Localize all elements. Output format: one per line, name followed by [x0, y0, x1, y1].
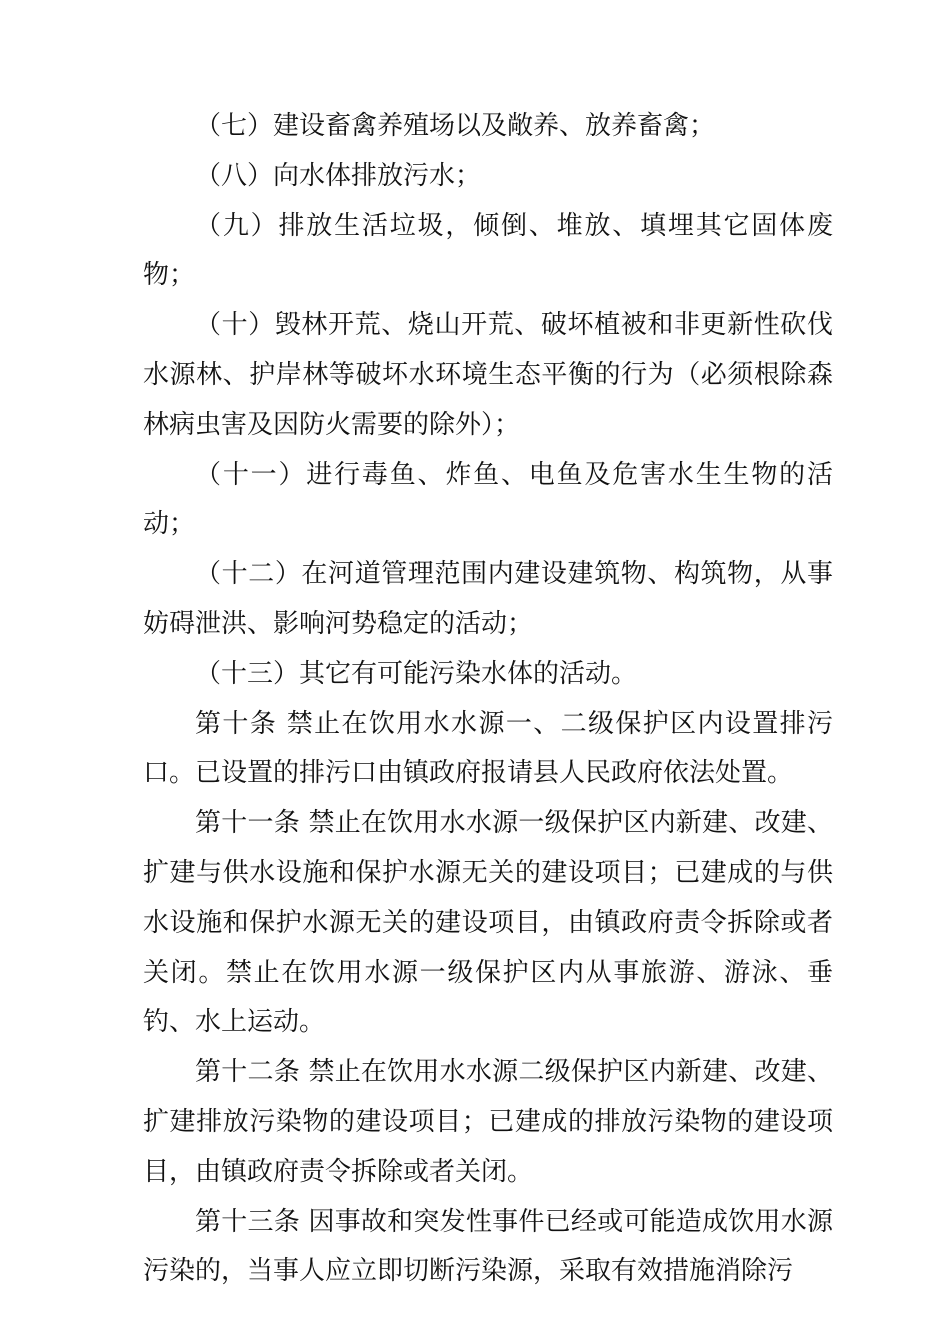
- document-body: [143, 102, 833, 1297]
- article-10: 第十条 禁止在饮用水水源一、二级保护区内设置排污口。已设置的排污口由镇政府报请县人民政府依法处置。: [143, 708, 833, 789]
- article-11: 第十一条 禁止在饮用水水源一级保护区内新建、改建、扩建与供水设施和保护水源无关的建设项目；已建成的与供水设施和保护水源无关的建设项目，由镇政府责令拆除或者关闭。禁止在饮用水源一级保护区内从事旅游、游泳、垂钓、水上运动。: [143, 808, 833, 1038]
- paragraph-item-7: （七）建设畜禽养殖场以及敞养、放养畜禽；: [195, 111, 716, 141]
- paragraph-item-9: （九）排放生活垃圾，倾倒、堆放、填埋其它固体废物；: [143, 210, 833, 291]
- paragraph-item-11: （十一）进行毒鱼、炸鱼、电鱼及危害水生生物的活动；: [143, 459, 833, 540]
- paragraph-item-8: （八）向水体排放污水；: [195, 160, 482, 191]
- article-13: 第十三条 因事故和突发性事件已经或可能造成饮用水源污染的，当事人应立即切断污染源，采取有效措施消除污: [143, 1206, 833, 1287]
- paragraph-item-10: （十）毁林开荒、烧山开荒、破坏植被和非更新性砍伐水源林、护岸林等破坏水环境生态平衡的行为（必须根除森林病虫害及因防火需要的除外）；: [143, 310, 833, 440]
- article-12: 第十二条 禁止在饮用水水源二级保护区内新建、改建、扩建排放污染物的建设项目；已建成的排放污染物的建设项目，由镇政府责令拆除或者关闭。: [143, 1057, 833, 1187]
- paragraph-item-12: （十二）在河道管理范围内建设建筑物、构筑物，从事妨碍泄洪、影响河势稳定的活动；: [143, 559, 833, 639]
- paragraph-item-13: （十三）其它有可能污染水体的活动。: [195, 658, 638, 689]
